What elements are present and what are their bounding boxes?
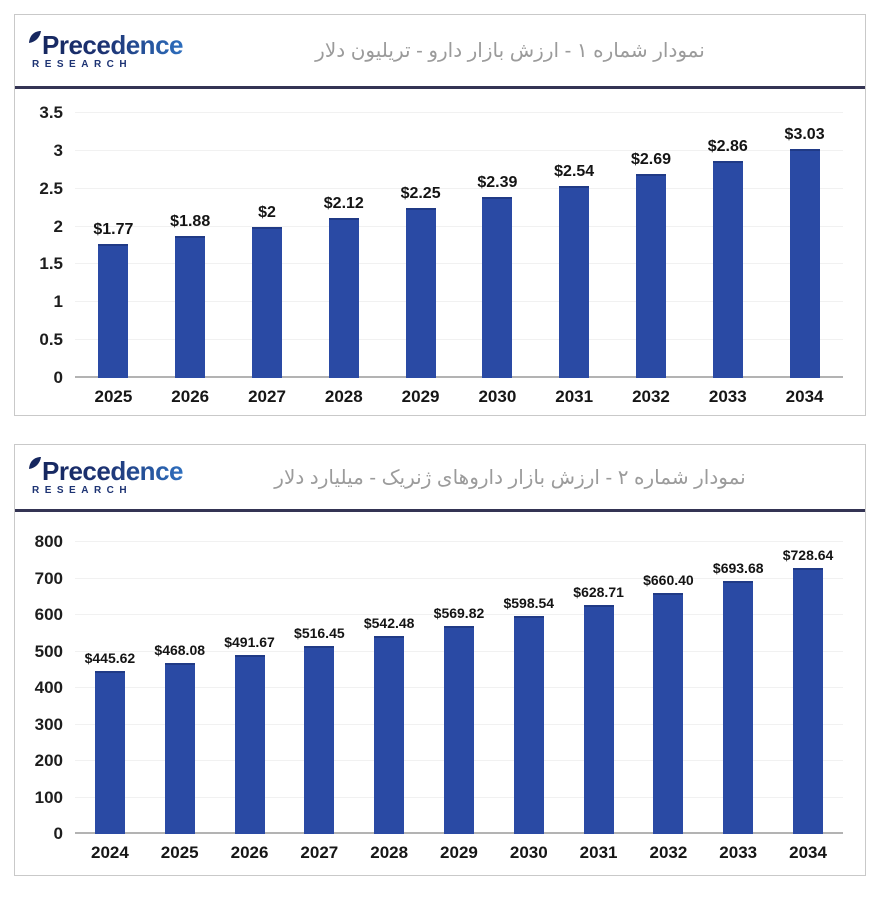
y-tick-label: 1.5 xyxy=(39,254,63,274)
bar-value-label: $660.40 xyxy=(643,571,694,588)
y-tick-label: 3.5 xyxy=(39,103,63,122)
x-tick-label: 2033 xyxy=(719,843,758,862)
logo-subtitle: RESEARCH xyxy=(32,485,133,496)
y-tick-label: 0 xyxy=(53,824,63,843)
bar xyxy=(514,616,544,834)
bar-column xyxy=(152,214,229,378)
bar xyxy=(653,593,683,834)
bar xyxy=(329,218,359,379)
bars-row xyxy=(75,113,843,378)
bar xyxy=(175,236,205,378)
x-tick-label: 2026 xyxy=(171,387,210,406)
bar-value-label: $2.39 xyxy=(477,174,518,192)
x-axis xyxy=(75,387,843,407)
y-tick-label: 2.5 xyxy=(39,178,63,198)
bar xyxy=(406,208,436,378)
y-axis-labels xyxy=(23,103,75,387)
x-tick-label: 2029 xyxy=(401,387,440,406)
bar-value-label: $542.48 xyxy=(363,615,415,631)
y-tick-label: 600 xyxy=(34,605,63,624)
bar-value-label: $728.64 xyxy=(782,547,834,564)
bar-column xyxy=(284,626,354,835)
x-tick-label: 2024 xyxy=(90,843,129,862)
x-tick-label: 2027 xyxy=(248,387,286,406)
bar xyxy=(482,197,512,378)
bar-value-label: $516.45 xyxy=(294,624,345,641)
bar-value-label: $2.12 xyxy=(323,194,364,212)
bar xyxy=(444,626,474,834)
y-axis xyxy=(23,103,75,407)
x-axis xyxy=(75,843,843,863)
plot-area xyxy=(75,542,843,834)
chart-1-header xyxy=(15,15,865,86)
bar-column xyxy=(354,616,424,834)
y-tick-label: 700 xyxy=(34,568,63,588)
x-tick-label: 2026 xyxy=(230,843,269,862)
bar-column xyxy=(613,152,690,378)
x-tick-label: 2034 xyxy=(789,843,827,862)
bar xyxy=(304,646,334,835)
x-tick-label: 2032 xyxy=(649,843,688,862)
bar-column xyxy=(215,635,285,834)
logo-top-row xyxy=(29,458,187,484)
bar xyxy=(252,227,282,378)
plot-wrap xyxy=(75,113,843,407)
bar-value-label: $598.54 xyxy=(503,594,555,611)
y-tick-label: 800 xyxy=(34,532,63,551)
bar xyxy=(374,636,404,834)
bar-value-label: $1.88 xyxy=(170,212,211,230)
bar-column xyxy=(75,222,152,378)
bar-value-label: $2 xyxy=(258,203,276,221)
precedence-logo xyxy=(29,29,187,70)
bar-value-label: $2.69 xyxy=(630,151,671,169)
leaf-icon xyxy=(28,456,42,470)
x-tick-label: 2034 xyxy=(785,387,824,406)
logo-wordmark: Precedence xyxy=(42,456,183,486)
x-tick-label: 2025 xyxy=(94,387,133,406)
bar-column xyxy=(145,643,215,834)
chart-2-title: نمودار شماره ۲ - ارزش بازار داروهای ژنریک - میلیارد دلار xyxy=(274,466,746,489)
bar-value-label: $491.67 xyxy=(224,633,275,650)
chart-grid xyxy=(23,103,843,407)
bar-column xyxy=(229,205,306,378)
y-axis-labels xyxy=(23,532,75,843)
x-tick-label: 2025 xyxy=(160,843,199,862)
bar-value-label: $2.54 xyxy=(554,162,595,180)
bar xyxy=(584,605,614,834)
bar xyxy=(713,161,743,378)
y-tick-label: 500 xyxy=(34,641,63,661)
x-tick-label: 2028 xyxy=(370,843,409,862)
bar-column xyxy=(773,548,843,834)
logo-top-row xyxy=(29,29,187,60)
x-tick-label: 2033 xyxy=(708,387,747,406)
bar xyxy=(790,149,820,378)
bar-column xyxy=(424,606,494,834)
chart-1-title: نمودار شماره ۱ - ارزش بازار دارو - تریلیون دلار xyxy=(315,40,705,62)
y-tick-label: 3 xyxy=(53,140,63,160)
bar-column xyxy=(305,196,382,379)
bars-row xyxy=(75,542,843,834)
logo-subtitle: RESEARCH xyxy=(32,58,133,70)
bar-column xyxy=(689,139,766,378)
y-tick-label: 200 xyxy=(34,751,63,770)
bar-value-label: $445.62 xyxy=(84,650,136,667)
bar-chart-2 xyxy=(15,512,865,875)
bar-column xyxy=(536,164,613,378)
bar xyxy=(235,655,265,834)
x-tick-label: 2030 xyxy=(478,387,517,406)
x-tick-label: 2032 xyxy=(632,387,670,406)
y-tick-label: 0.5 xyxy=(39,330,63,350)
bar xyxy=(95,671,125,834)
logo-wordmark: Precedence xyxy=(42,29,183,60)
bar-value-label: $693.68 xyxy=(712,559,764,576)
bar-column xyxy=(459,175,536,378)
bar-value-label: $628.71 xyxy=(573,583,624,600)
y-tick-label: 2 xyxy=(53,216,63,236)
x-tick-label: 2029 xyxy=(440,843,478,862)
y-tick-label: 100 xyxy=(34,787,63,807)
y-tick-label: 0 xyxy=(53,368,63,387)
bar-value-label: $2.86 xyxy=(707,138,748,156)
precedence-logo xyxy=(29,458,187,496)
bar xyxy=(165,663,195,834)
bar-chart-1 xyxy=(15,89,865,415)
bar-column xyxy=(766,127,843,378)
chart-grid xyxy=(23,532,843,863)
bar xyxy=(793,568,823,834)
bar-value-label: $2.25 xyxy=(400,184,441,202)
bar xyxy=(636,174,666,378)
bar-value-label: $1.77 xyxy=(93,221,134,238)
bar-column xyxy=(703,561,773,834)
bar-column xyxy=(382,186,459,378)
bar-value-label: $468.08 xyxy=(154,642,206,659)
y-tick-label: 400 xyxy=(34,678,63,697)
chart-panel-1 xyxy=(14,14,866,416)
bar xyxy=(559,186,589,378)
plot-area xyxy=(75,113,843,378)
bar-column xyxy=(75,651,145,834)
bar-value-label: $569.82 xyxy=(433,605,485,622)
x-tick-label: 2031 xyxy=(579,843,618,862)
leaf-icon xyxy=(28,30,42,44)
plot-wrap xyxy=(75,542,843,863)
x-tick-label: 2030 xyxy=(509,843,548,862)
x-tick-label: 2027 xyxy=(300,843,339,862)
bar-column xyxy=(564,585,634,834)
bar-column xyxy=(634,573,704,834)
bar xyxy=(98,244,128,378)
x-tick-label: 2031 xyxy=(555,387,594,406)
y-tick-label: 1 xyxy=(53,292,63,312)
x-tick-label: 2028 xyxy=(324,387,363,406)
bar-column xyxy=(494,596,564,834)
bar xyxy=(723,581,753,834)
chart-panel-2 xyxy=(14,444,866,876)
bar-value-label: $3.03 xyxy=(784,125,825,143)
y-tick-label: 300 xyxy=(34,714,63,734)
y-axis xyxy=(23,532,75,863)
chart-2-header xyxy=(15,445,865,509)
